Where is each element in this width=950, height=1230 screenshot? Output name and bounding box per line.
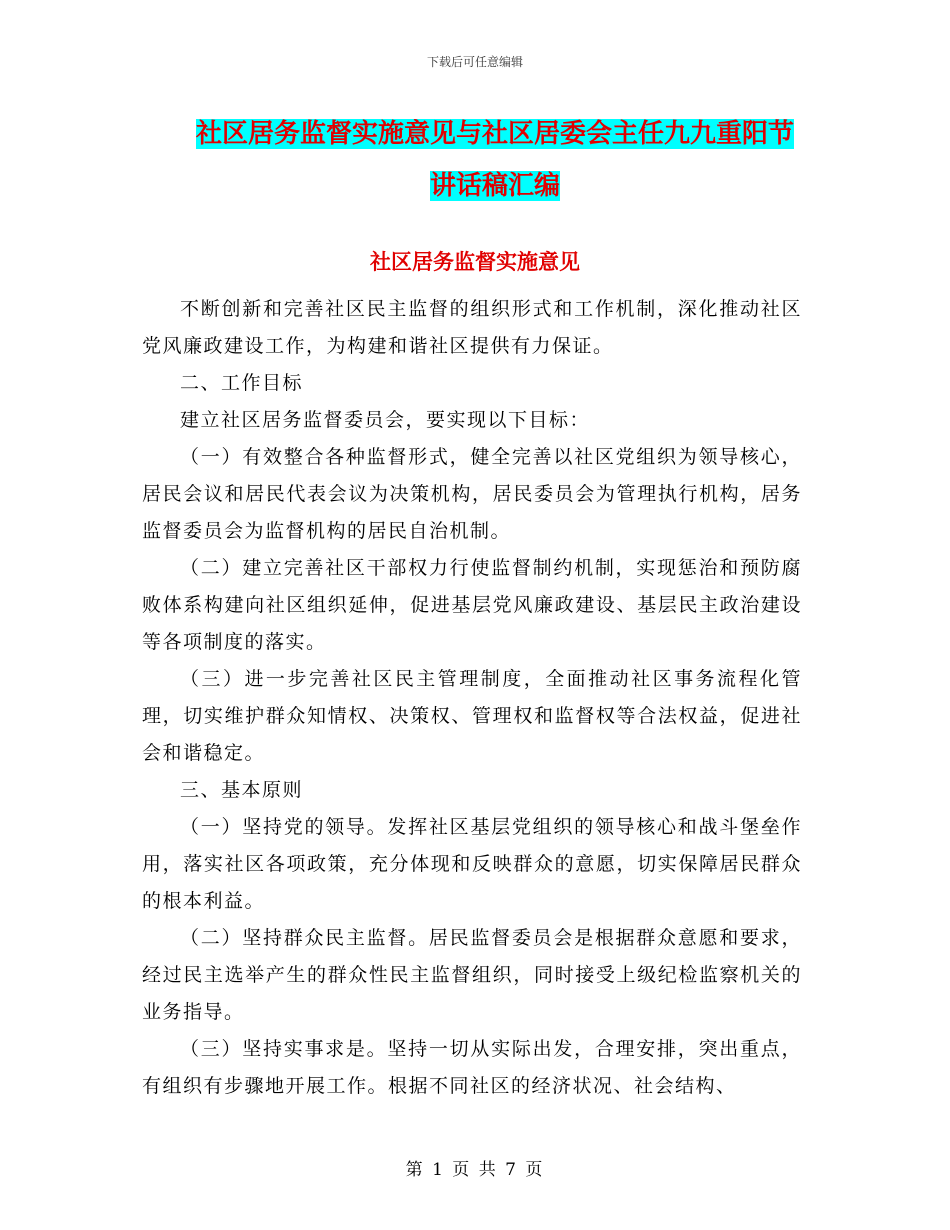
page-footer: 第 1 页 共 7 页 [405,1160,545,1180]
document-title [150,108,840,212]
document-body [142,291,802,1105]
paragraph-3: 建立社区居务监督委员会，要实现以下目标： [180,409,591,431]
paragraph-4: （一）有效整合各种监督形式，健全完善以社区党组织为领导核心，居民会议和居民代表会议为决策机构，居民委员会为管理执行机构，居务监督委员会为监督机构的居民自治机制。 [142,446,802,542]
paragraph-6: （三）进一步完善社区民主管理制度，全面推动社区事务流程化管理，切实维护群众知情权、决策权、管理权和监督权等合法权益，促进社会和谐稳定。 [142,668,802,764]
section-title: 社区居务监督实施意见 [370,250,580,274]
paragraph-10: （三）坚持实事求是。坚持一切从实际出发，合理安排，突出重点，有组织有步骤地开展工作。根据不同社区的经济状况、社会结构、 [142,1038,802,1097]
paragraph-8: （一）坚持党的领导。发挥社区基层党组织的领导核心和战斗堡垒作用，落实社区各项政策，充分体现和反映群众的意愿，切实保障居民群众的根本利益。 [142,816,802,912]
paragraph-1: 不断创新和完善社区民主监督的组织形式和工作机制，深化推动社区党风廉政建设工作，为构建和谐社区提供有力保证。 [142,298,802,357]
paragraph-7: 三、基本原则 [180,779,304,801]
paragraph-2: 二、工作目标 [180,372,304,394]
document-title-line-2: 讲话稿汇编 [429,171,560,201]
paragraph-9: （二）坚持群众民主监督。居民监督委员会是根据群众意愿和要求，经过民主选举产生的群众性民主监督组织，同时接受上级纪检监察机关的业务指导。 [142,927,802,1023]
paragraph-5: （二）建立完善社区干部权力行使监督制约机制，实现惩治和预防腐败体系构建向社区组织延伸，促进基层党风廉政建设、基层民主政治建设等各项制度的落实。 [142,557,802,653]
header-note: 下载后可任意编辑 [426,55,523,69]
document-title-line-1: 社区居务监督实施意见与社区居委会主任九九重阳节 [195,119,794,149]
